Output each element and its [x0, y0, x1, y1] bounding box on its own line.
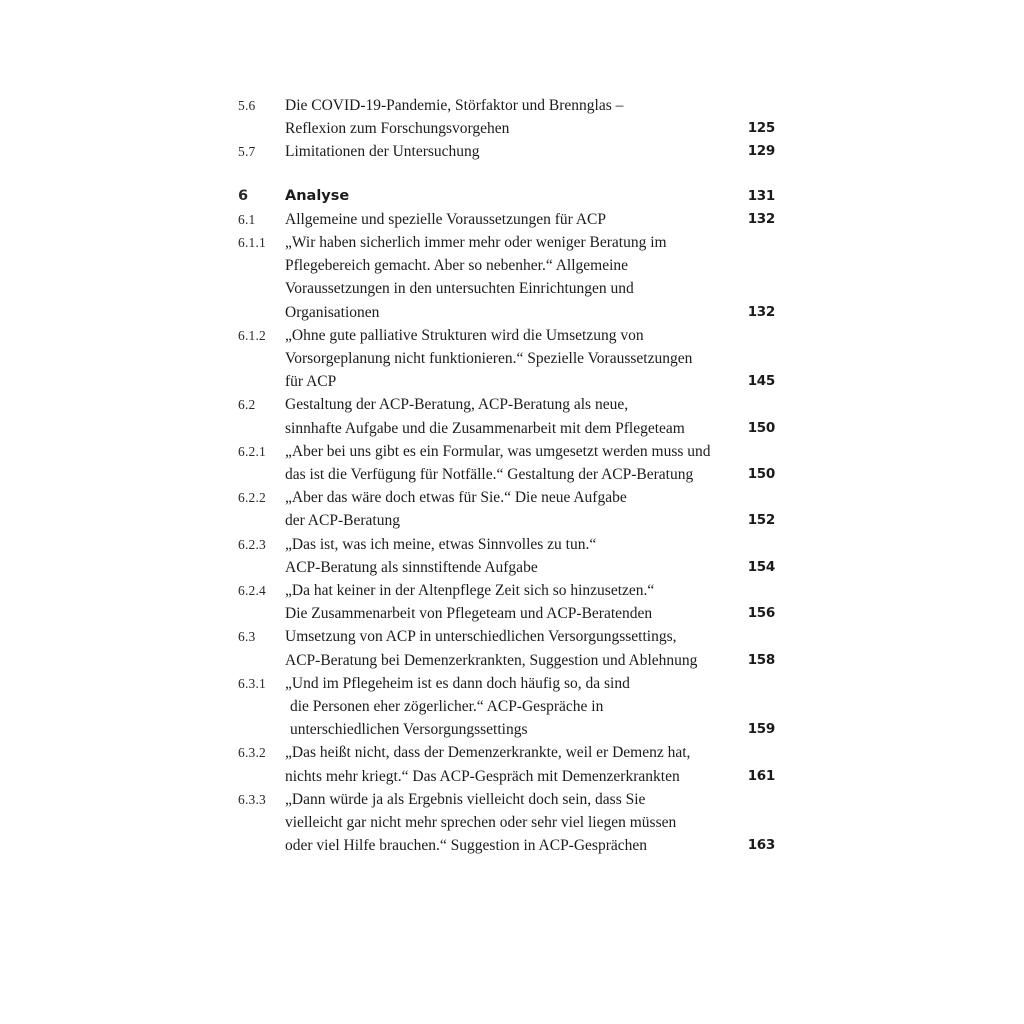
title-line: „Aber das wäre doch etwas für Sie.“ Die neue Aufgabe: [285, 489, 627, 507]
title-line: ACP-Beratung bei Demenzerkrankten, Suggestion und Ablehnung: [285, 651, 698, 669]
section-title: [285, 440, 755, 486]
chapter-number: 6: [238, 187, 249, 204]
section-title: [285, 140, 755, 163]
section-title: [285, 625, 755, 671]
title-line: vielleicht gar nicht mehr sprechen oder sehr viel liegen müssen: [285, 814, 677, 832]
section-title: [285, 486, 755, 532]
page-number: 158: [747, 651, 775, 668]
chapter-title: [285, 185, 755, 208]
section-number: 6.2.2: [238, 490, 266, 506]
page-number: 132: [747, 303, 775, 320]
section-title: [285, 324, 755, 394]
section-number: 6.3.3: [238, 791, 266, 807]
title-line: Analyse: [285, 187, 350, 204]
title-line: Limitationen der Untersuchung: [285, 143, 480, 161]
title-line: „Aber bei uns gibt es ein Formular, was umgesetzt werden muss und: [285, 442, 711, 460]
title-line: Umsetzung von ACP in unterschiedlichen Versorgungssettings,: [285, 628, 677, 646]
section-number: 6.3.1: [238, 675, 266, 691]
toc-entry-6-1: [238, 208, 778, 231]
title-line: „Wir haben sicherlich immer mehr oder weniger Beratung im: [285, 234, 667, 252]
title-line: Gestaltung der ACP-Beratung, ACP-Beratung als neue,: [285, 396, 629, 414]
title-line: „Da hat keiner in der Altenpflege Zeit sich so hinzusetzen.“: [285, 582, 655, 600]
title-line: Pflegebereich gemacht. Aber so nebenher.“ Allgemeine: [285, 257, 629, 275]
title-line: Die Zusammenarbeit von Pflegeteam und ACP-Beratenden: [285, 605, 653, 623]
toc-entry-6-3: [238, 625, 778, 671]
toc-entry-5-6: [238, 94, 778, 140]
page-number: 163: [747, 837, 775, 854]
page-number: 129: [747, 143, 775, 160]
section-number: 6.2.1: [238, 443, 266, 459]
toc-entry-6-2-2: [238, 486, 778, 532]
page-number: 132: [747, 210, 775, 227]
title-line: für ACP: [285, 373, 337, 391]
toc-entry-6-2-4: [238, 579, 778, 625]
toc-entry-6-1-2: [238, 324, 778, 394]
page-number: 145: [747, 373, 775, 390]
section-title: [285, 94, 755, 140]
title-line: „Dann würde ja als Ergebnis vielleicht doch sein, dass Sie: [285, 790, 646, 808]
page-number: 159: [747, 721, 775, 738]
title-line: Allgemeine und spezielle Voraussetzungen für ACP: [285, 210, 606, 228]
section-number: 6.1.1: [238, 235, 266, 251]
title-line: Reflexion zum Forschungsvorgehen: [285, 120, 510, 138]
title-line: sinnhafte Aufgabe und die Zusammenarbeit mit dem Pflegeteam: [285, 419, 685, 437]
page-number: 150: [747, 466, 775, 483]
toc-entry-6-2-1: [238, 440, 778, 486]
section-title: [285, 393, 755, 439]
section-number: 6.3: [238, 629, 256, 645]
toc-entry-6-2: [238, 393, 778, 439]
section-number: 6.3.2: [238, 745, 266, 761]
toc-entry-5-7: [238, 140, 778, 163]
section-number: 6.1.2: [238, 327, 266, 343]
section-title: [285, 741, 755, 787]
page-number: 131: [747, 187, 775, 204]
section-number: 5.6: [238, 98, 256, 113]
title-line: oder viel Hilfe brauchen.“ Suggestion in ACP-Gesprächen: [285, 837, 648, 855]
section-number: 6.2: [238, 397, 256, 413]
toc-entry-6: [238, 185, 778, 208]
title-line: „Das ist, was ich meine, etwas Sinnvolles zu tun.“: [285, 535, 597, 553]
section-number: 6.2.4: [238, 583, 266, 599]
table-of-contents: [238, 94, 778, 858]
section-title: [285, 579, 755, 625]
title-line: Voraussetzungen in den untersuchten Einrichtungen und: [285, 280, 634, 298]
page-number: 156: [747, 605, 775, 622]
title-line: „Ohne gute palliative Strukturen wird die Umsetzung von: [285, 326, 644, 344]
toc-entry-6-2-3: [238, 533, 778, 579]
title-line: Vorsorgeplanung nicht funktionieren.“ Spezielle Voraussetzungen: [285, 350, 693, 368]
section-number: 5.7: [238, 144, 256, 160]
section-title: [285, 788, 755, 858]
section-title: [285, 672, 755, 742]
section-number: 6.1: [238, 211, 256, 227]
page-number: 161: [747, 767, 775, 784]
page-number: 125: [747, 120, 775, 137]
section-title: [285, 231, 755, 324]
title-line: nichts mehr kriegt.“ Das ACP-Gespräch mit Demenzerkrankten: [285, 767, 680, 785]
title-line: Organisationen: [285, 303, 380, 321]
page-number: 154: [747, 558, 775, 575]
page-number: 150: [747, 419, 775, 436]
title-line: ACP-Beratung als sinnstiftende Aufgabe: [285, 558, 538, 576]
section-title: [285, 533, 755, 579]
toc-entry-6-1-1: [238, 231, 778, 324]
title-line: der ACP-Beratung: [285, 512, 400, 530]
title-line: unterschiedlichen Versorgungssettings: [290, 721, 528, 739]
toc-entry-6-3-1: [238, 672, 778, 742]
title-line: das ist die Verfügung für Notfälle.“ Gestaltung der ACP-Beratung: [285, 466, 694, 484]
toc-entry-6-3-2: [238, 741, 778, 787]
title-line: Die COVID-19-Pandemie, Störfaktor und Brennglas –: [285, 97, 624, 114]
page-number: 152: [747, 512, 775, 529]
title-line: die Personen eher zögerlicher.“ ACP-Gespräche in: [290, 698, 604, 716]
section-title: [285, 208, 755, 231]
title-line: „Das heißt nicht, dass der Demenzerkrankte, weil er Demenz hat,: [285, 744, 691, 762]
title-line: „Und im Pflegeheim ist es dann doch häufig so, da sind: [285, 674, 630, 692]
section-number: 6.2.3: [238, 536, 266, 552]
toc-entry-6-3-3: [238, 788, 778, 858]
